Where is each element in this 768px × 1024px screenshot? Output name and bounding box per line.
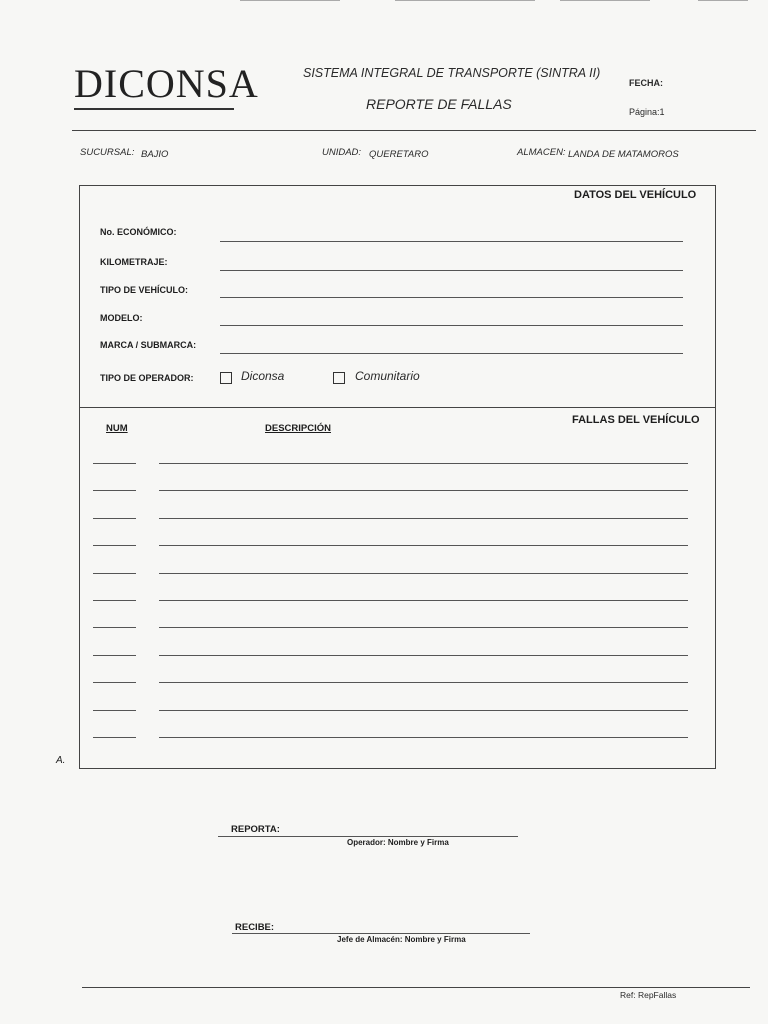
fault-num-field[interactable] [93,600,136,601]
fault-num-field[interactable] [93,710,136,711]
scan-mark [395,0,535,1]
vehicle-type-label: TIPO DE VEHÍCULO: [100,285,189,295]
fault-num-field[interactable] [93,518,136,519]
fault-description-field[interactable] [159,710,688,711]
company-logo: DICONSA [74,61,259,106]
fault-description-field[interactable] [159,600,688,601]
section-divider [79,407,715,408]
num-column-header: NUM [106,423,128,434]
fault-num-field[interactable] [93,682,136,683]
reporta-label: REPORTA: [231,824,280,835]
fault-description-field[interactable] [159,737,688,738]
margin-mark: A. [56,755,66,766]
header-rule [72,130,756,131]
vehicle-type-field[interactable] [220,297,683,298]
fault-num-field[interactable] [93,573,136,574]
vehicle-section-title: DATOS DEL VEHÍCULO [574,189,697,201]
recibe-label: RECIBE: [235,922,275,933]
fault-description-field[interactable] [159,518,688,519]
reporta-signature-line[interactable] [218,836,518,837]
system-title: SISTEMA INTEGRAL DE TRANSPORTE (SINTRA II) [303,66,601,80]
unit-value: QUERETARO [369,149,429,160]
brand-label: MARCA / SUBMARCA: [100,340,197,350]
economic-number-label: No. ECONÓMICO: [100,227,177,237]
faults-section-title: FALLAS DEL VEHÍCULO [572,414,700,426]
fault-num-field[interactable] [93,655,136,656]
fault-num-field[interactable] [93,737,136,738]
page-number: Página:1 [629,107,665,117]
fault-description-field[interactable] [159,682,688,683]
logo-underline [74,108,234,110]
diconsa-option-label: Diconsa [241,369,285,383]
scan-mark [698,0,748,1]
scan-mark [240,0,340,1]
warehouse-value: LANDA DE MATAMOROS [568,149,679,160]
fault-num-field[interactable] [93,627,136,628]
fault-num-field[interactable] [93,463,136,464]
fault-description-field[interactable] [159,490,688,491]
fault-description-field[interactable] [159,545,688,546]
diconsa-checkbox[interactable] [220,372,232,384]
description-column-header: DESCRIPCIÓN [265,423,331,434]
brand-field[interactable] [220,353,683,354]
mileage-field[interactable] [220,270,683,271]
fault-description-field[interactable] [159,627,688,628]
report-title: REPORTE DE FALLAS [366,96,512,112]
warehouse-label: ALMACEN: [517,147,566,158]
form-reference: Ref: RepFallas [620,990,677,1000]
fault-num-field[interactable] [93,545,136,546]
mileage-label: KILOMETRAJE: [100,257,168,267]
model-field[interactable] [220,325,683,326]
comunitario-option-label: Comunitario [355,369,420,383]
unit-label: UNIDAD: [322,147,362,158]
operator-type-label: TIPO DE OPERADOR: [100,373,194,383]
fault-description-field[interactable] [159,655,688,656]
recibe-signature-line[interactable] [232,933,530,934]
date-label: FECHA: [629,78,663,88]
comunitario-checkbox[interactable] [333,372,345,384]
branch-value: BAJIO [141,149,169,160]
branch-label: SUCURSAL: [80,147,135,158]
scan-mark [560,0,650,1]
fault-description-field[interactable] [159,573,688,574]
reporta-caption: Operador: Nombre y Firma [347,838,449,847]
fault-description-field[interactable] [159,463,688,464]
economic-number-field[interactable] [220,241,683,242]
footer-rule [82,987,750,988]
fault-num-field[interactable] [93,490,136,491]
model-label: MODELO: [100,313,143,323]
recibe-caption: Jefe de Almacén: Nombre y Firma [337,935,466,944]
